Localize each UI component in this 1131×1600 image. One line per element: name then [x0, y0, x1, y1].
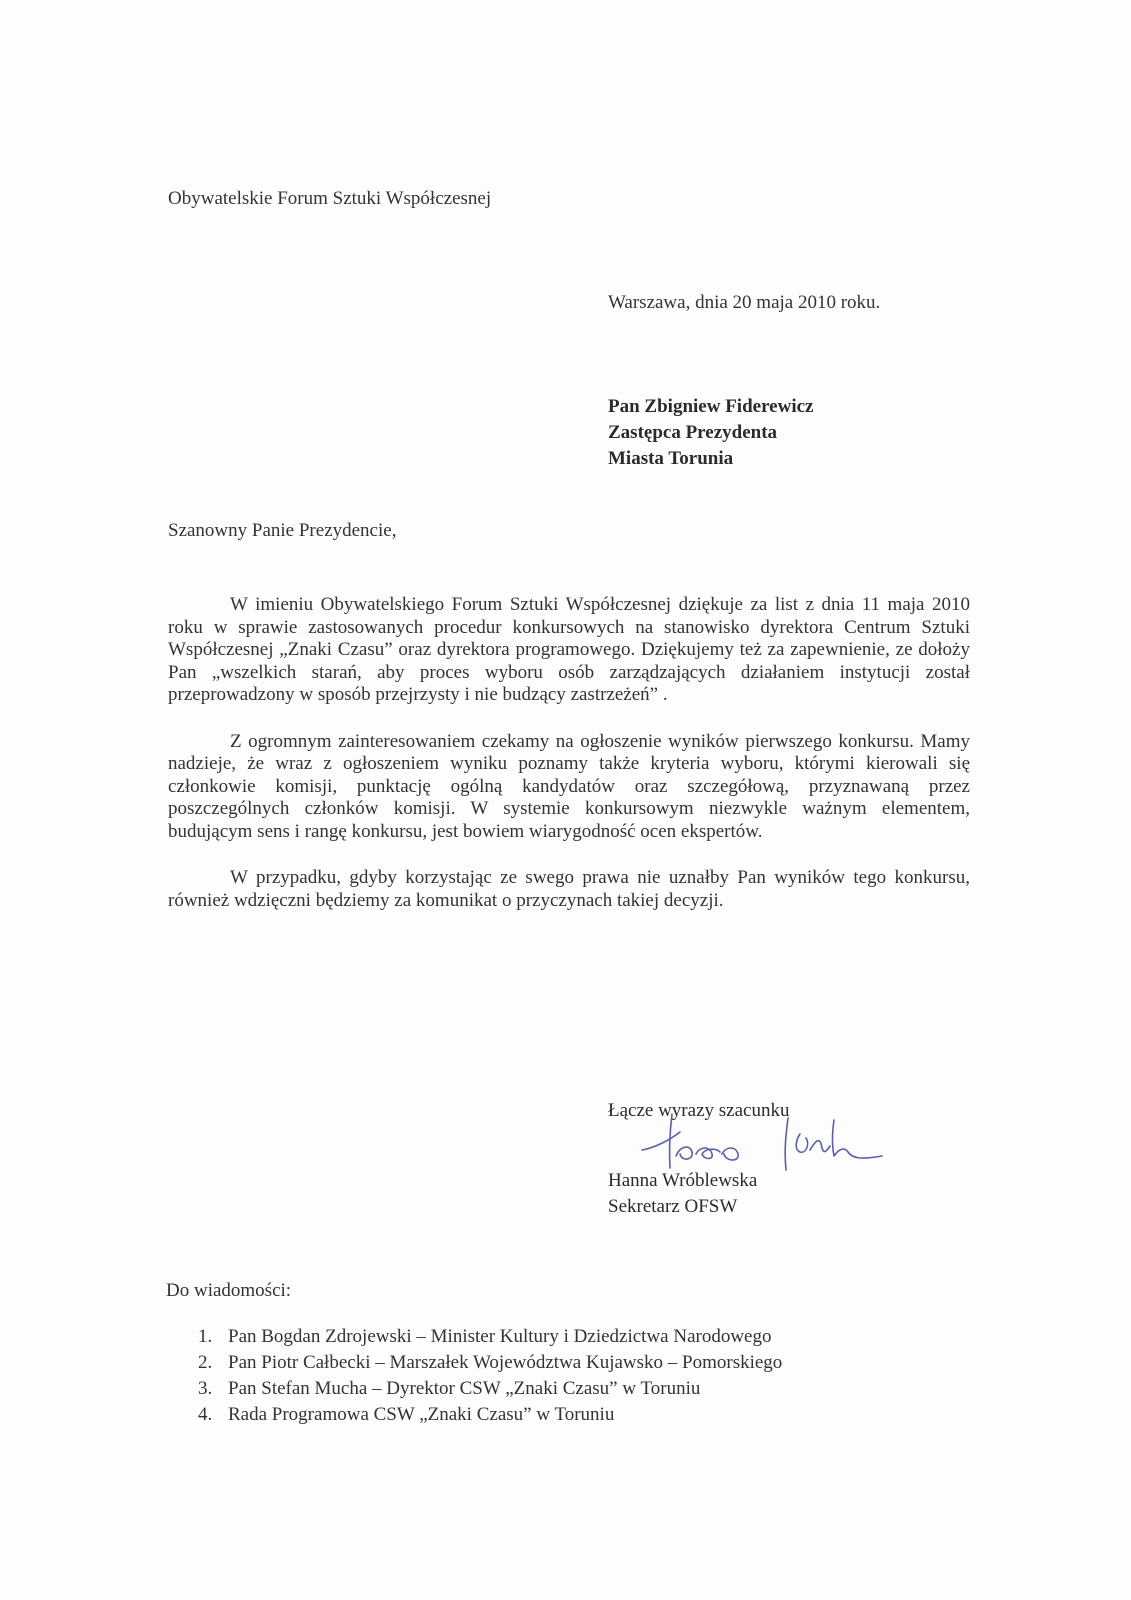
list-item-number: 1. — [198, 1326, 213, 1347]
list-item — [198, 1376, 782, 1402]
signer-title: Sekretarz OFSW — [608, 1196, 738, 1217]
list-item — [198, 1402, 782, 1428]
list-item-text: Pan Piotr Całbecki – Marszałek Województwa Kujawsko – Pomorskiego — [228, 1352, 783, 1373]
body-paragraph: W przypadku, gdyby korzystając ze swego prawa nie uznałby Pan wyników tego konkursu, również wdzięczni będziemy za komunikat o przyczynach takiej decyzji. — [168, 867, 970, 911]
list-item — [198, 1324, 782, 1350]
cc-list — [198, 1324, 782, 1428]
cc-heading: Do wiadomości: — [166, 1280, 292, 1301]
closing-phrase: Łącze wyrazy szacunku — [608, 1100, 790, 1121]
list-item-number: 3. — [198, 1378, 213, 1399]
list-item-text: Pan Bogdan Zdrojewski – Minister Kultury i Dziedzictwa Narodowego — [228, 1326, 772, 1347]
list-item-number: 2. — [198, 1352, 213, 1373]
recipient-name: Pan Zbigniew Fiderewicz — [608, 396, 814, 417]
recipient-city: Miasta Torunia — [608, 448, 734, 469]
body-paragraph: W imieniu Obywatelskiego Forum Sztuki Współczesnej dziękuje za list z dnia 11 maja 2010 roku w sprawie zastosowanych procedur konkursowych na stanowisko dyrektora Centrum Sztuki Współczesnej „Znaki Czasu” oraz dyrektora programowego. Dziękujemy też za zapewnienie, ze dołoży Pan „wszelkich starań, aby proces wyboru osób zarządzających działaniem instytucji został przeprowadzony w sposób przejrzysty i nie budzący zastrzeżeń” . — [168, 594, 970, 705]
recipient-block — [608, 394, 813, 472]
list-item-number: 4. — [198, 1404, 213, 1425]
letter-date: Warszawa, dnia 20 maja 2010 roku. — [608, 292, 881, 313]
body-paragraph: Z ogromnym zainteresowaniem czekamy na ogłoszenie wyników pierwszego konkursu. Mamy nadzieje, że wraz z ogłoszeniem wyniku poznamy także kryteria wyboru, którymi kierowali się członkowie komisji, punktację ogólną kandydatów oraz szczegółową, przyznawaną przez poszczególnych członków komisji. W systemie konkursowym niezwykle ważnym elementem, budującym sens i rangę konkursu, jest bowiem wiarygodność ocen ekspertów. — [168, 730, 970, 842]
salutation: Szanowny Panie Prezydencie, — [168, 520, 397, 541]
list-item-text: Pan Stefan Mucha – Dyrektor CSW „Znaki Czasu” w Toruniu — [228, 1378, 701, 1399]
list-item — [198, 1350, 782, 1376]
signer-name: Hanna Wróblewska — [608, 1170, 758, 1191]
sender-name: Obywatelskie Forum Sztuki Współczesnej — [168, 188, 492, 209]
recipient-title: Zastępca Prezydenta — [608, 422, 778, 443]
letter-body — [168, 594, 970, 936]
signer-block — [608, 1168, 757, 1220]
list-item-text: Rada Programowa CSW „Znaki Czasu” w Toruniu — [228, 1404, 615, 1425]
